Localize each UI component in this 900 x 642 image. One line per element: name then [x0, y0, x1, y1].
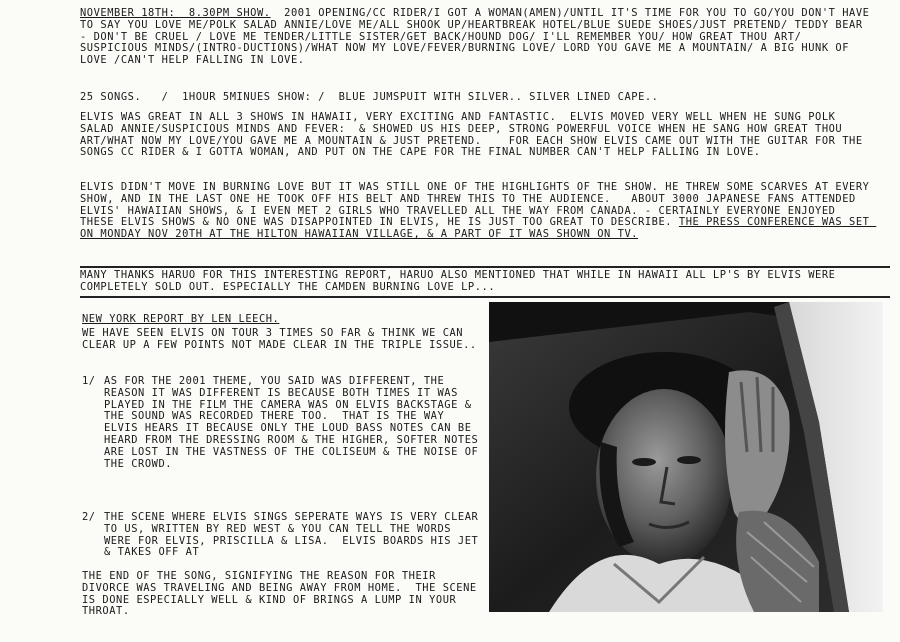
setlist-text: 2001 OPENING/CC RIDER/I GOT A WOMAN(AMEN)/UNTIL IT'S TIME FOR YOU TO GO/YOU DON'T HAVE TO SAY YOU LOVE ME/POLK SALAD ANNIE/LOVE ME/ALL SHOOK UP/HEARTBREAK HOTEL/BLUE SUEDE SHOES/JUST PRETEND/ TEDDY BEAR - DON'T BE CRUEL / LOVE ME TENDER/LITTLE SISTER/GET BACK/HOUND DOG/ I'LL REMEMBER YOU/ HOW GREAT THOU ART/ SUSPICIOUS MINDS/(INTRO-DUCTIONS)/WHAT NOW MY LOVE/FEVER/BURNING LOVE/ LORD YOU GAVE ME A MOUNTAIN/ A BIG HUNK OF LOVE /CAN'T HELP FALLING IN LOVE. — [80, 7, 877, 67]
nov-paragraph-4: MANY THANKS HARUO FOR THIS INTERESTING REPORT, HARUO ALSO MENTIONED THAT WHILE IN HAWAII ALL LP'S BY ELVIS WERE COMPLETELY SOLD OUT. ESPECIALLY THE CAMDEN BURNING LOVE LP... — [80, 269, 843, 293]
press-conference-note: THE PRESS CONFERENCE WAS SET ON MONDAY NOV 20TH AT THE HILTON HAWAIIAN VILLAGE, & A PART OF IT WAS SHOWN ON TV. — [80, 216, 877, 241]
ny-item-2-continuation: THE END OF THE SONG, SIGNIFYING THE REASON FOR THEIR DIVORCE WAS TRAVELING AND BEING AWAY FROM HOME. THE SCENE IS DONE ESPECIALLY WELL & KIND OF BRINGS A LUMP IN YOUR THROAT. — [82, 570, 484, 618]
section-divider-bottom — [80, 296, 890, 298]
ny-report-heading: NEW YORK REPORT BY LEN LEECH. — [82, 313, 280, 325]
ny-item-2-text: THE SCENE WHERE ELVIS SINGS SEPERATE WAYS IS VERY CLEAR TO US, WRITTEN BY RED WEST & YOU CAN TELL THE WORDS WERE FOR ELVIS, PRISCILLA & LISA. ELVIS BOARDS HIS JET & TAKES OFF AT — [104, 511, 486, 559]
section-divider-top — [80, 266, 890, 268]
ny-report-intro: WE HAVE SEEN ELVIS ON TOUR 3 TIMES SO FAR & THINK WE CAN CLEAR UP A FEW POINTS NOT MADE CLEAR IN THE TRIPLE ISSUE.. — [82, 327, 477, 351]
nov-paragraph-3 — [80, 182, 875, 241]
nov-p3-text: ELVIS DIDN'T MOVE IN BURNING LOVE BUT IT WAS STILL ONE OF THE HIGHLIGHTS OF THE SHOW. HE THREW SOME SCARVES AT EVERY SHOW, AND IN THE LAST ONE HE TOOK OFF HIS BELT AND THREW THIS TO THE AUDIENCE. ABOUT 3000 JAPANESE FANS ATTENDED ELVIS' HAWAIIAN SHOWS, & I EVEN MET 2 GIRLS WHO TRAVELLED ALL THE WAY FROM CANADA. - CERTAINLY EVERYONE ENJOYED THESE ELVIS SHOWS & NO ONE WAS DISAPPOINTED IN ELVIS, HE IS JUST TOO GREAT TO DESCRIBE. — [80, 181, 877, 229]
ny-item-1-number: 1/ — [82, 375, 96, 387]
ny-item-2-number: 2/ — [82, 511, 96, 523]
nov-show-stats: 25 SONGS. / 1HOUR 5MINUES SHOW: / BLUE JUMSPUIT WITH SILVER.. SILVER LINED CAPE.. — [80, 91, 659, 103]
date-heading: NOVEMBER 18TH: 8.30PM SHOW. — [80, 7, 271, 19]
nov-paragraph-2: ELVIS WAS GREAT IN ALL 3 SHOWS IN HAWAII, VERY EXCITING AND FANTASTIC. ELVIS MOVED VERY WELL WHEN HE SUNG POLK SALAD ANNIE/SUSPICIOUS MINDS AND FEVER: & SHOWED US HIS DEEP, STRONG POWERFUL VOICE WHEN HE SANG HOW GREAT THOU ART/WHAT NOW MY LOVE/YOU GAVE ME A MOUNTAIN & JUST PRETEND. FOR EACH SHOW ELVIS CAME OUT WITH THE GUITAR FOR THE SONGS CC RIDER & I GOTTA WOMAN, AND PUT ON THE CAPE FOR THE FINAL NUMBER CAN'T HELP FALLING IN LOVE. — [80, 111, 870, 159]
ny-item-1-text: AS FOR THE 2001 THEME, YOU SAID WAS DIFFERENT, THE REASON IT WAS DIFFERENT IS BECAUSE BOTH TIMES IT WAS PLAYED IN THE FILM THE CAMERA WAS ON ELVIS BACKSTAGE & THE SOUND WAS RECORDED THERE TOO. THAT IS THE WAY ELVIS HEARS IT BECAUSE ONLY THE LOUD BASS NOTES CAN BE HEARD FROM THE DRESSING ROOM & THE HIGHER, SOFTER NOTES ARE LOST IN THE VASTNESS OF THE COLISEUM & THE NOISE OF THE CROWD. — [104, 375, 486, 470]
nov-paragraph-1 — [80, 8, 875, 67]
elvis-photo — [489, 302, 883, 612]
